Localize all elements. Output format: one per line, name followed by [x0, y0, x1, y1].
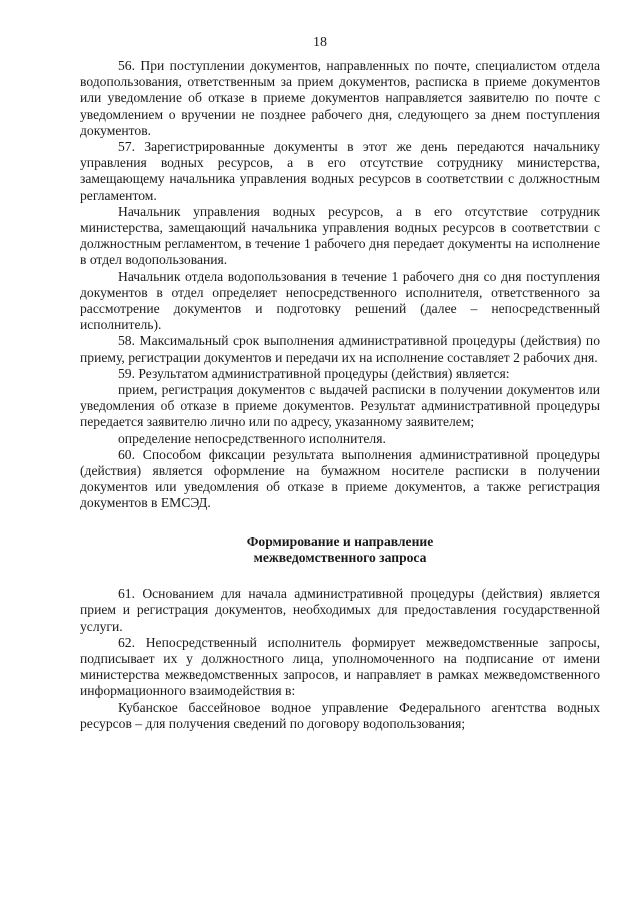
paragraph-57-head-of-water-use: Начальник отдела водопользования в течение 1 рабочего дня со дня поступления документов в отдел определяет непосредственного исполнителя, ответственного за рассмотрение документов и подготовку решений (далее – непосредственный исполнитель).: [80, 268, 600, 333]
section-title-line-1: Формирование и направление: [246, 533, 434, 549]
paragraph-59-item-1: прием, регистрация документов с выдачей расписки в получении документов или уведомления об отказе в приеме документов. Результат административной процедуры передается заявителю лично или по адресу, указанному заявителем;: [80, 382, 600, 430]
paragraph-62: 62. Непосредственный исполнитель формирует межведомственные запросы, подписывает их у должностного лица, уполномоченного на подписание от имени министерства межведомственных запросов, и направляет в рамках межведомственного информационного взаимодействия в:: [80, 634, 600, 699]
paragraph-61: 61. Основанием для начала административной процедуры (действия) является прием и регистрация документов, необходимых для предоставления государственной услуги.: [80, 586, 600, 634]
paragraph-59: 59. Результатом административной процедуры (действия) является:: [118, 365, 510, 381]
document-body: [80, 58, 600, 732]
section-title-line-2: межведомственного запроса: [253, 549, 427, 565]
paragraph-57-head-of-water-resources: Начальник управления водных ресурсов, а в его отсутствие сотрудник министерства, замещающий начальника управления водных ресурсов в соответствии с должностным регламентом, в течение 1 рабочего дня передает документы на исполнение в отдел водопользования.: [80, 203, 600, 268]
paragraph-57: 57. Зарегистрированные документы в этот же день передаются начальнику управления водных ресурсов, а в его отсутствие сотруднику министерства, замещающему начальника управления водных ресурсов в соответствии с должностным регламентом.: [80, 139, 600, 203]
paragraph-56: 56. При поступлении документов, направленных по почте, специалистом отдела водопользования, ответственным за прием документов, расписка в приеме документов или уведомление об отказе в приеме документов направляется заявителю по почте с уведомлением о вручении не позднее рабочего дня, следующего за днем поступления документов.: [80, 58, 600, 138]
page-number: 18: [313, 35, 327, 50]
section-title: [80, 534, 600, 566]
paragraph-59-item-2: определение непосредственного исполнителя.: [118, 430, 386, 446]
paragraph-58: 58. Максимальный срок выполнения административной процедуры (действия) по приему, регистрации документов и передачи их на исполнение составляет 2 рабочих дня.: [80, 333, 600, 365]
paragraph-62-kuban-basin: Кубанское бассейновое водное управление Федерального агентства водных ресурсов – для получения сведений по договору водопользования;: [80, 699, 600, 731]
paragraph-60: 60. Способом фиксации результата выполнения административной процедуры (действия) является оформление на бумажном носителе расписки в получении документов или уведомления об отказе в приеме документов, а также регистрация документов в ЕМСЭД.: [80, 446, 600, 511]
